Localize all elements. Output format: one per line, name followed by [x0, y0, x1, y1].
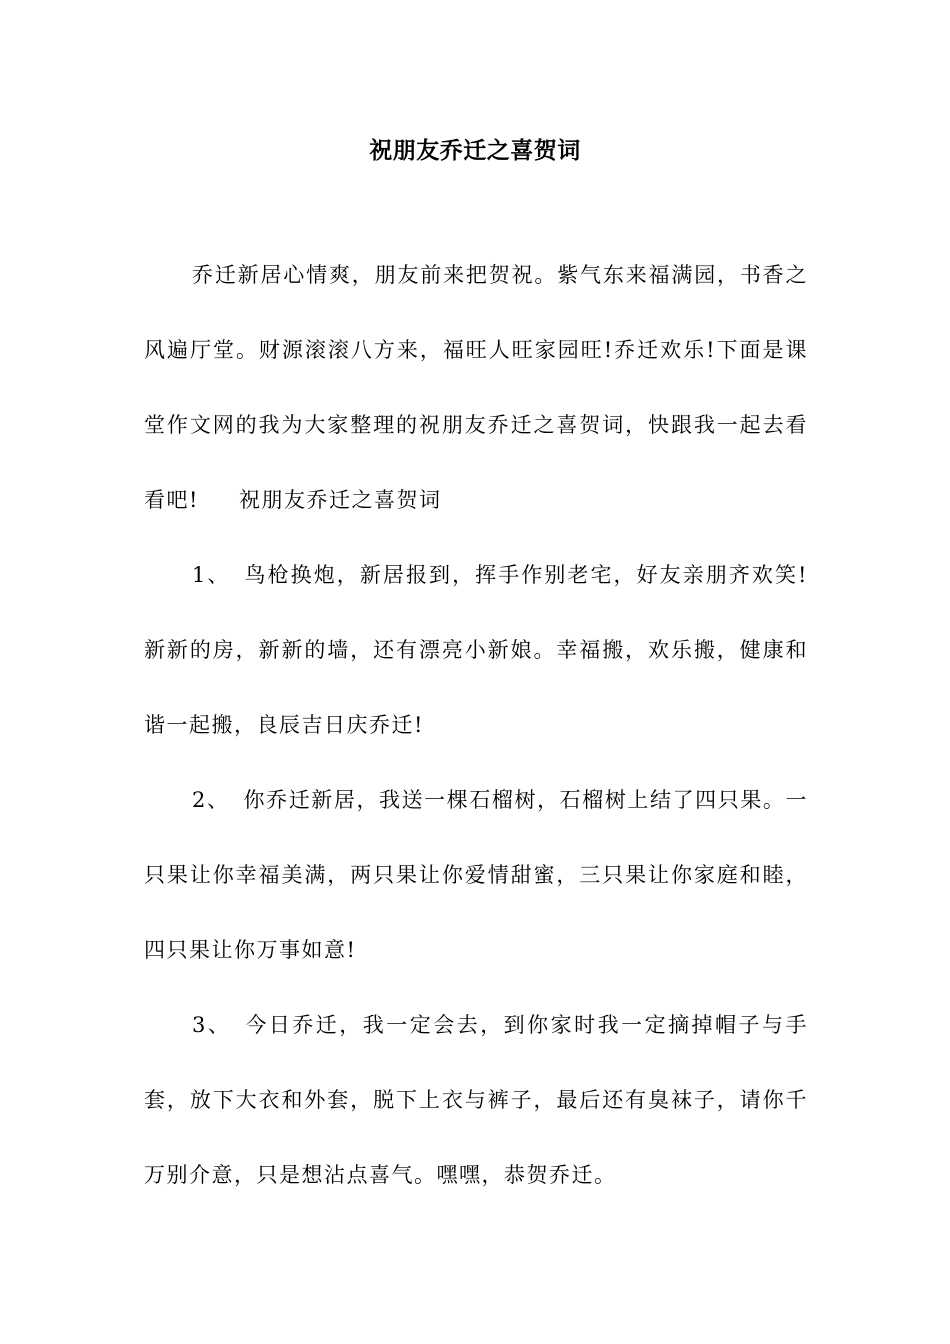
intro-paragraph: [144, 238, 808, 538]
item-text: 鸟枪换炮，新居报到，挥手作别老宅，好友亲朋齐欢笑!新新的房，新新的墙，还有漂亮小新娘。幸福搬，欢乐搬，健康和谐一起搬，良辰吉日庆乔迁!: [144, 563, 808, 737]
intro-text: 乔迁新居心情爽，朋友前来把贺祝。紫气东来福满园，书香之风遍厅堂。财源滚滚八方来，福旺人旺家园旺!乔迁欢乐!下面是课堂作文网的我为大家整理的祝朋友乔迁之喜贺词，快跟我一起去看看吧!: [144, 263, 808, 512]
item-number: 1、: [192, 563, 231, 587]
item-number: 3、: [192, 1013, 232, 1037]
document-title: 祝朋友乔迁之喜贺词: [369, 137, 581, 164]
inline-heading: 祝朋友乔迁之喜贺词: [238, 488, 442, 512]
list-item: [144, 988, 808, 1213]
item-text: 今日乔迁，我一定会去，到你家时我一定摘掉帽子与手套，放下大衣和外套，脱下上衣与裤子，最后还有臭袜子，请你千万别介意，只是想沾点喜气。嘿嘿，恭贺乔迁。: [144, 1013, 808, 1187]
list-item: [144, 763, 808, 988]
item-text: 你乔迁新居，我送一棵石榴树，石榴树上结了四只果。一只果让你幸福美满，两只果让你爱情甜蜜，三只果让你家庭和睦，四只果让你万事如意!: [144, 788, 808, 962]
item-number: 2、: [192, 788, 230, 812]
list-item: [144, 538, 808, 763]
